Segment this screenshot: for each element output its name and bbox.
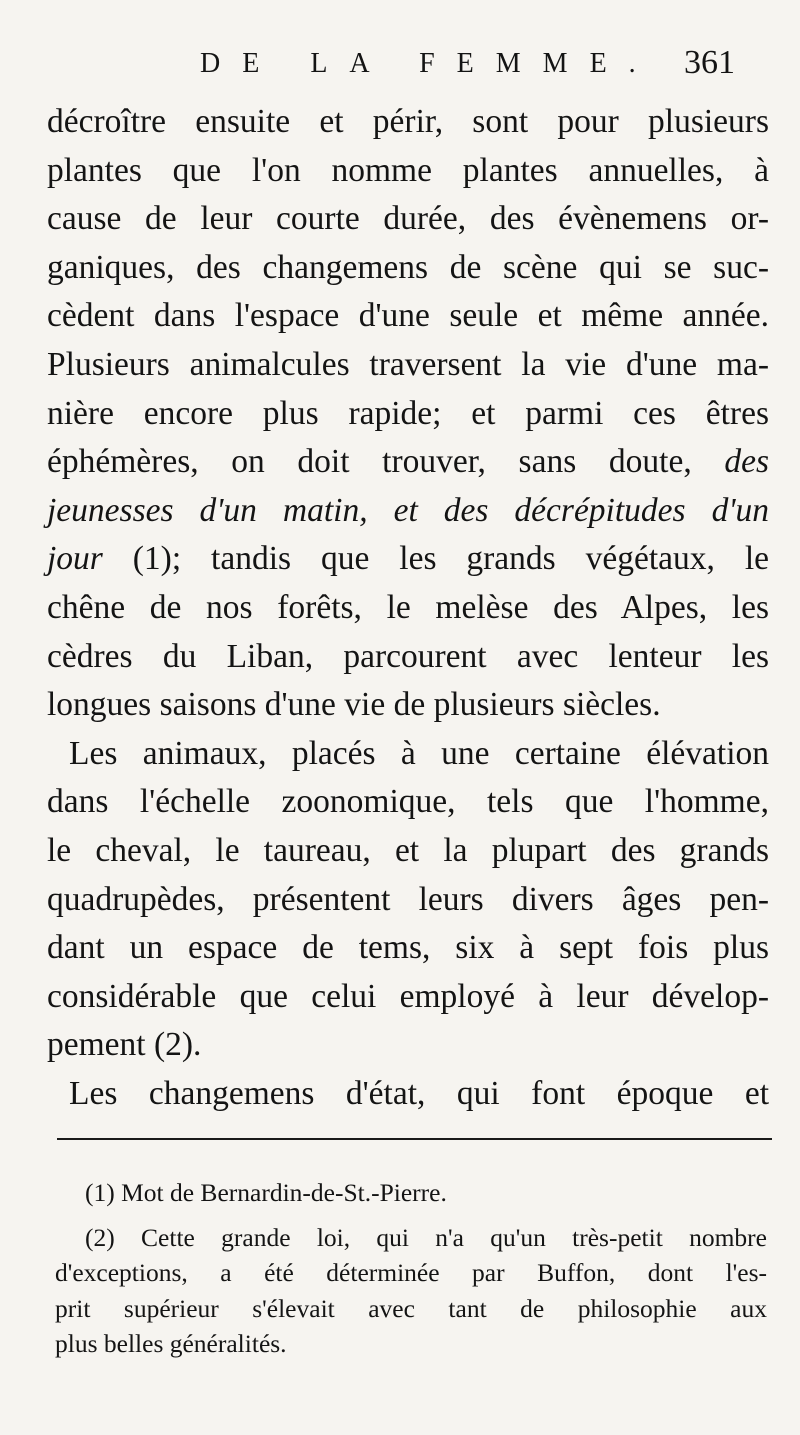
italic-segment: jour <box>47 540 103 578</box>
footnote-line: (1) Mot de Bernardin-de-St.-Pierre. <box>85 1178 447 1207</box>
text-line: chêne de nos forêts, le melèse des Alpes, les <box>47 588 769 626</box>
text-line: ganiques, des changemens de scène qui se suc- <box>47 248 769 286</box>
text-line: considérable que celui employé à leur dévelop- <box>47 977 769 1015</box>
footnote-2 <box>55 1220 767 1362</box>
text-line: plantes que l'on nomme plantes annuelles, à <box>47 151 769 189</box>
text-segment: éphémères, on doit trouver, sans doute, <box>47 443 692 481</box>
text-segment: (1); tandis que les grands végétaux, le <box>102 540 769 578</box>
body-text <box>47 98 769 1118</box>
footnote-line: prit supérieur s'élevait avec tant de philosophie aux <box>55 1293 767 1323</box>
paragraph <box>47 98 769 730</box>
text-line: le cheval, le taureau, et la plupart des grands <box>47 831 769 869</box>
text-line: dans l'échelle zoonomique, tels que l'homme, <box>47 783 769 821</box>
page-header <box>0 40 800 100</box>
italic-segment: des <box>724 443 770 481</box>
page-number: 361 <box>684 44 735 81</box>
text-line: cause de leur courte durée, des évènemens or- <box>47 200 769 238</box>
text-line: cèdres du Liban, parcourent avec lenteur les <box>47 637 769 675</box>
text-line: Les animaux, placés à une certaine élévation <box>69 734 769 772</box>
text-line <box>47 535 769 584</box>
text-line: décroître ensuite et périr, sont pour plusieurs <box>47 103 769 140</box>
text-line: cèdent dans l'espace d'une seule et même année. <box>47 297 769 335</box>
footnote-line: plus belles généralités. <box>55 1329 287 1358</box>
text-line: pement (2). <box>47 1026 202 1064</box>
text-line <box>47 438 769 487</box>
footnote-1 <box>55 1175 767 1211</box>
footnotes <box>55 1175 767 1371</box>
footnote-line: (2) Cette grande loi, qui n'a qu'un très-petit nombre <box>85 1222 767 1252</box>
footnote-line: d'exceptions, a été déterminée par Buffon, dont l'es- <box>55 1258 767 1287</box>
text-line: nière encore plus rapide; et parmi ces êtres <box>47 394 769 432</box>
text-line: quadrupèdes, présentent leurs divers âges pen- <box>47 880 769 918</box>
text-line: longues saisons d'une vie de plusieurs siècles. <box>47 686 661 724</box>
text-line: Plusieurs animalcules traversent la vie d'une ma- <box>47 345 769 383</box>
footnote-divider <box>57 1138 772 1140</box>
paragraph <box>47 1070 769 1119</box>
running-title: DE LA FEMME. <box>200 48 658 79</box>
italic-line: jeunesses d'un matin, et des décrépitudes d'un <box>47 491 769 529</box>
text-line: dant un espace de tems, six à sept fois plus <box>47 929 769 967</box>
text-line: Les changemens d'état, qui font époque et <box>69 1074 769 1112</box>
paragraph <box>47 730 769 1070</box>
